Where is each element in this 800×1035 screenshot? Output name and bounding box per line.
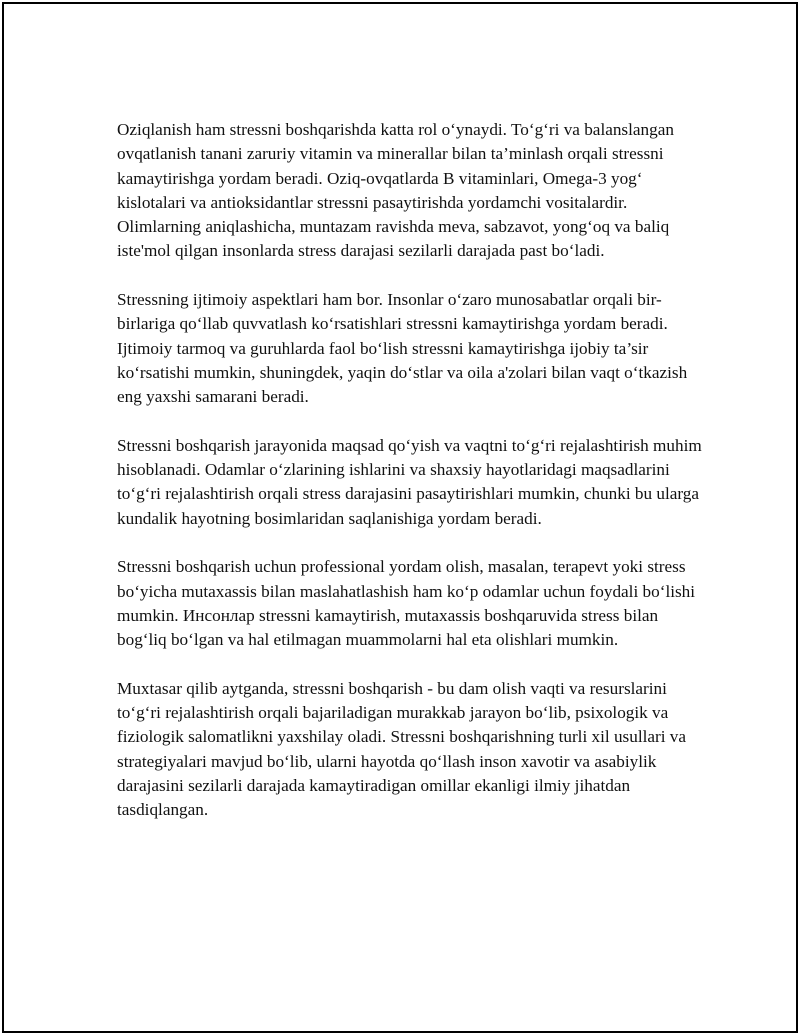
paragraph-nutrition: Oziqlanish ham stressni boshqarishda katta rol o‘ynaydi. To‘g‘ri va balanslangan ovqatlanish tanani zaruriy vitamin va minerallar bilan ta’minlash orqali stressni kamaytirishga yordam beradi. Oziq-ovqatlarda B vitaminlari, Omega-3 yog‘ kislotalari va antioksidantlar stressni pasaytirishda yordamchi vositalardir. Olimlarning aniqlashicha, muntazam ravishda meva, sabzavot, yong‘oq va baliq iste'mol qilgan insonlarda stress darajasi sezilarli darajada past bo‘ladi.	[117, 120, 674, 261]
document-body	[117, 118, 707, 847]
paragraph-professional-help: Stressni boshqarish uchun professional yordam olish, masalan, terapevt yoki stress bo‘yicha mutaxassis bilan maslahatlashish ham ko‘p odamlar uchun foydali bo‘lishi mumkin. Инсонлар stressni kamaytirish, mutaxassis boshqaruvida stress bilan bog‘liq bo‘lgan va hal etilmagan muammolarni hal eta olishlari mumkin.	[117, 557, 696, 650]
paragraph-social-aspects: Stressning ijtimoiy aspektlari ham bor. Insonlar o‘zaro munosabatlar orqali bir-birlariga qo‘llab quvvatlash ko‘rsatishlari stressni kamaytirishga yordam beradi. Ijtimoiy tarmoq va guruhlarda faol bo‘lish stressni kamaytirishga ijobiy ta’sir ko‘rsatishi mumkin, shuningdek, yaqin do‘stlar va oila a'zolari bilan vaqt o‘tkazish eng yaxshi samarani beradi.	[117, 290, 688, 407]
paragraph-conclusion: Muxtasar qilib aytganda, stressni boshqarish - bu dam olish vaqti va resurslarini to‘g‘ri rejalashtirish orqali bajariladigan murakkab jarayon bo‘lib, psixologik va fiziologik salomatlikni yaxshilay oladi. Stressni boshqarishning turli xil usullari va strategiyalari mavjud bo‘lib, ularni hayotda qo‘llash inson xavotir va asabiylik darajasini sezilarli darajada kamaytiradigan omillar ekanligi ilmiy jihatdan tasdiqlangan.	[117, 678, 687, 820]
paragraph-goal-planning: Stressni boshqarish jarayonida maqsad qo‘yish va vaqtni to‘g‘ri rejalashtirish muhim hisoblanadi. Odamlar o‘zlarining ishlarini va shaxsiy hayotlaridagi maqsadlarini to‘g‘ri rejalashtirish orqali stress darajasini pasaytirishlari mumkin, chunki bu ularga kundalik hayotning bosimlaridan saqlanishiga yordam beradi.	[117, 435, 702, 528]
